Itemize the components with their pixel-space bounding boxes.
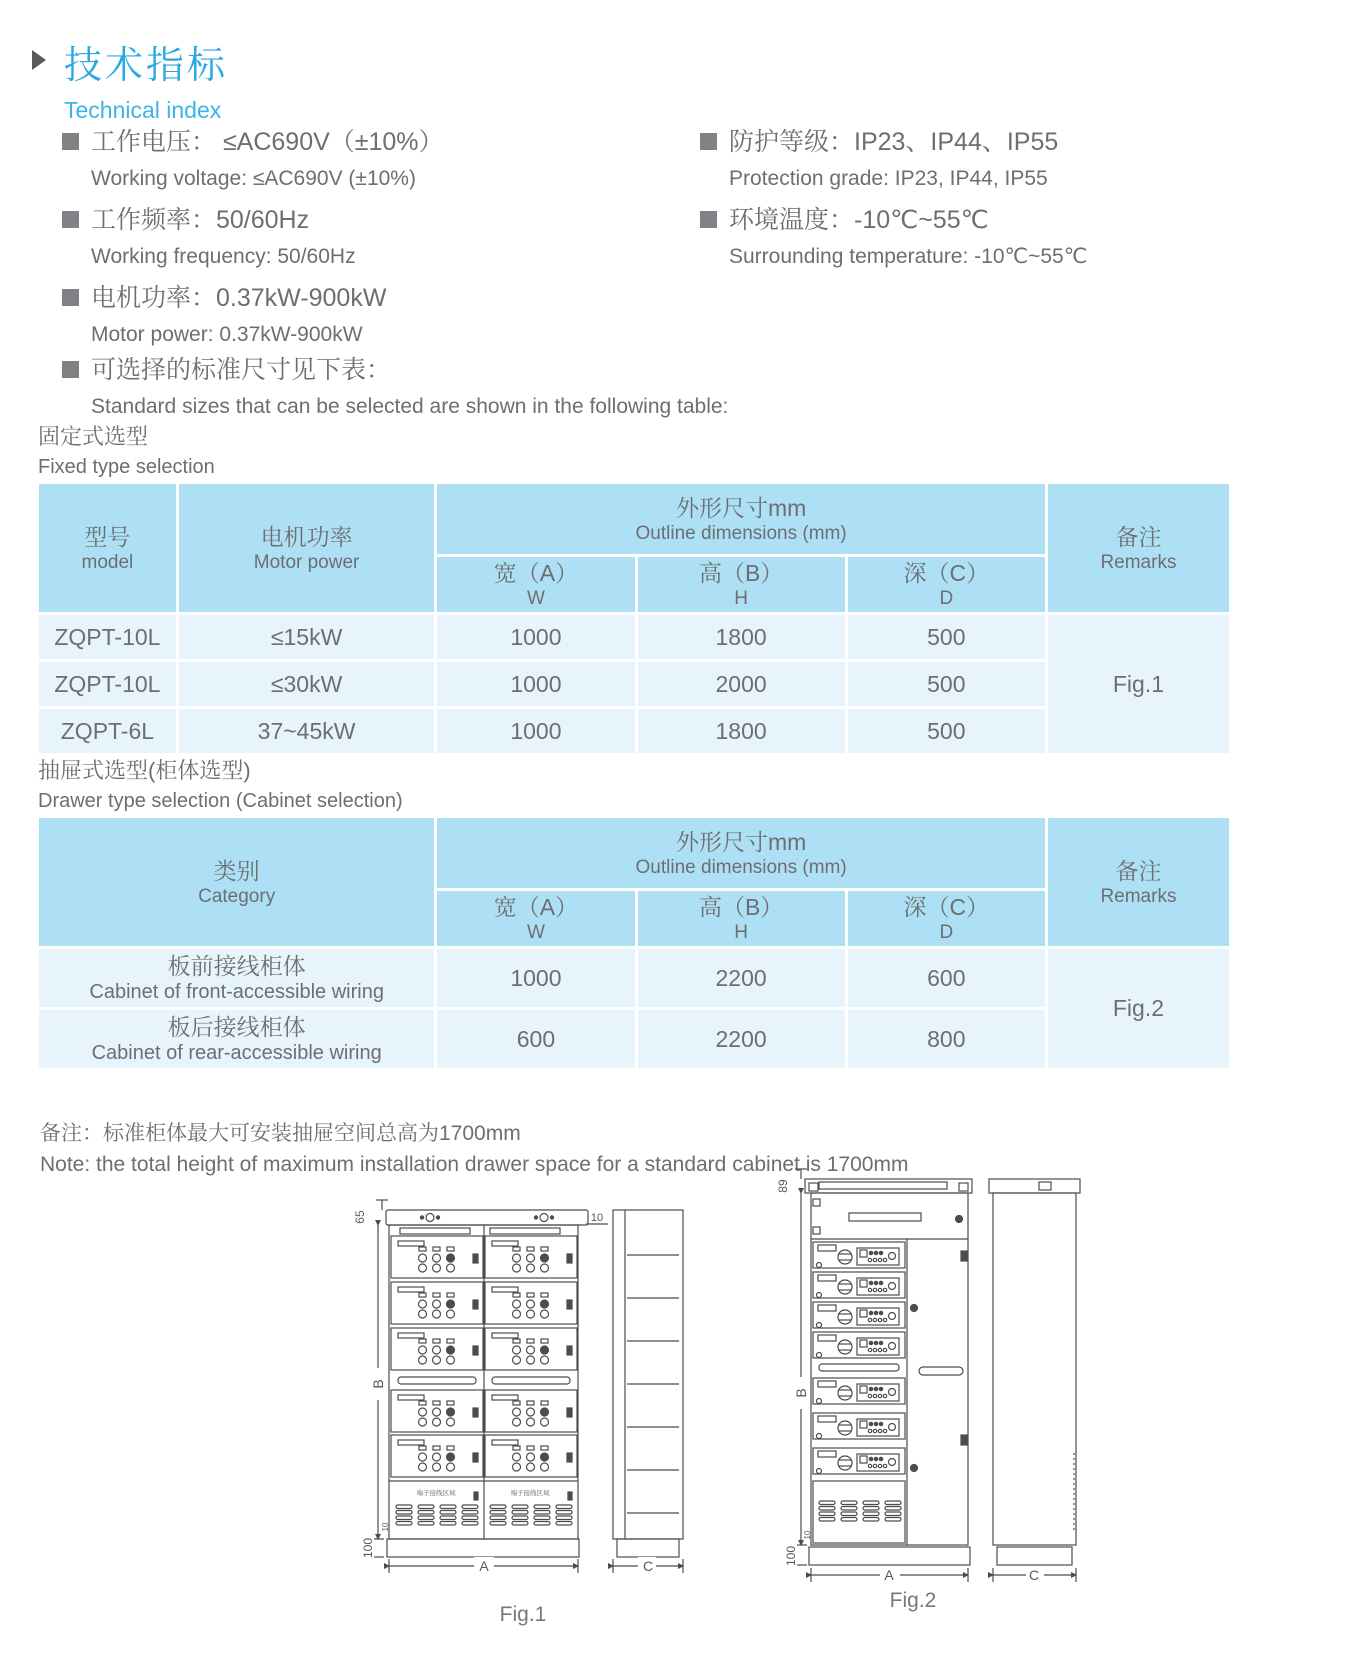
spec-en: Protection grade: IP23, IP44, IP55 <box>729 167 1048 190</box>
table-row <box>39 615 1229 659</box>
cell-width: 600 <box>437 1010 634 1068</box>
page-header <box>30 34 228 124</box>
table-intro-zh: 可选择的标准尺寸见下表： <box>91 356 392 384</box>
col-header-motor-power: 电机功率 Motor power <box>179 484 435 612</box>
table-intro <box>62 356 728 433</box>
fig1-labels <box>353 1210 653 1626</box>
spec-working-voltage <box>62 128 682 191</box>
spec-en: Surrounding temperature: -10℃~55℃ <box>729 245 1088 268</box>
fixed-caption-en: Fixed type selection <box>38 456 215 478</box>
page-title: 技术指标 <box>64 45 229 87</box>
fig1-terminal-label: 端子接线区域 <box>510 1490 550 1497</box>
fixed-caption-zh: 固定式选型 <box>38 424 149 449</box>
specs-left-column <box>62 128 682 362</box>
fig1-drawing <box>338 1193 708 1633</box>
spec-motor-power <box>62 284 682 347</box>
fig2-side-view <box>989 1179 1080 1565</box>
drawer-table-caption <box>38 758 403 813</box>
spec-en: Working frequency: 50/60Hz <box>91 245 356 268</box>
cell-remark: Fig.2 <box>1048 949 1229 1068</box>
fixed-table-caption <box>38 424 215 479</box>
fig2-dim-B: B <box>793 1388 809 1398</box>
fig2-dim-100: 100 <box>784 1545 798 1567</box>
col-header-remarks: 备注 Remarks <box>1048 818 1229 946</box>
cell-height: 1800 <box>638 615 845 659</box>
fig2-dim-10: 10 <box>803 1530 812 1540</box>
specs-right-column <box>700 128 1320 284</box>
col-header-height: 高（B） H <box>638 557 845 612</box>
spec-working-frequency <box>62 206 682 269</box>
col-header-width: 宽（A） W <box>437 891 634 946</box>
col-header-remarks: 备注 Remarks <box>1048 484 1229 612</box>
spec-surrounding-temperature <box>700 206 1320 269</box>
spec-zh: 环境温度：-10℃~55℃ <box>729 206 989 234</box>
cell-depth: 800 <box>848 1010 1045 1068</box>
cell-width: 1000 <box>437 949 634 1007</box>
spec-zh: 工作频率：50/60Hz <box>91 206 310 234</box>
fig1-dim-10-bottom: 10 <box>381 1522 390 1532</box>
bullet-square-icon <box>62 289 79 306</box>
col-header-depth: 深（C） D <box>848 557 1045 612</box>
col-header-category: 类别 Category <box>39 818 434 946</box>
spec-zh: 工作电压： ≤AC690V（±10%） <box>91 128 444 156</box>
fig1-dim-B: B <box>370 1379 386 1389</box>
cell-power: 37~45kW <box>179 709 435 753</box>
fig2-dim-89: 89 <box>776 1179 790 1193</box>
cell-power: ≤30kW <box>179 662 435 706</box>
col-header-width: 宽（A） W <box>437 557 634 612</box>
cell-width: 1000 <box>437 615 634 659</box>
col-header-model: 型号 model <box>39 484 176 612</box>
cell-width: 1000 <box>437 662 634 706</box>
fig1-dim-10-top: 10 <box>590 1212 604 1224</box>
cell-power: ≤15kW <box>179 615 435 659</box>
cell-height: 2200 <box>638 1010 845 1068</box>
cell-model: ZQPT-6L <box>39 709 176 753</box>
drawer-caption-en: Drawer type selection (Cabinet selection) <box>38 790 403 812</box>
page-subtitle: Technical index <box>64 97 222 123</box>
spec-protection-grade <box>700 128 1320 191</box>
note-zh: 备注：标准柜体最大可安装抽屉空间总高为1700mm <box>40 1122 521 1145</box>
col-header-height: 高（B） H <box>638 891 845 946</box>
fig1-terminal-label: 端子接线区域 <box>416 1490 456 1497</box>
fig1-dim-65: 65 <box>353 1210 367 1224</box>
col-header-outline-dimensions: 外形尺寸mm Outline dimensions (mm) <box>437 818 1045 888</box>
cell-depth: 500 <box>848 662 1045 706</box>
cell-depth: 600 <box>848 949 1045 1007</box>
fig1-dimension-lines <box>369 1200 683 1574</box>
fig1-dim-100: 100 <box>361 1537 375 1559</box>
fixed-type-table <box>36 481 1232 756</box>
bullet-square-icon <box>62 361 79 378</box>
cell-remark: Fig.1 <box>1048 615 1229 753</box>
cell-height: 2200 <box>638 949 845 1007</box>
bullet-square-icon <box>62 211 79 228</box>
fig1-dim-A: A <box>479 1558 489 1574</box>
bullet-square-icon <box>700 211 717 228</box>
bullet-square-icon <box>700 133 717 150</box>
fig2-front-view <box>805 1179 972 1565</box>
fig1-front-view <box>386 1210 588 1557</box>
note-en: Note: the total height of maximum installation drawer space for a standard cabinet is 1700mm <box>40 1153 909 1176</box>
fig2-drawing <box>713 1163 1093 1633</box>
fig1-caption: Fig.1 <box>499 1603 547 1626</box>
cell-height: 2000 <box>638 662 845 706</box>
cell-category: 板前接线柜体 Cabinet of front-accessible wiring <box>39 949 434 1007</box>
cell-depth: 500 <box>848 709 1045 753</box>
fig1-dim-C: C <box>642 1558 654 1574</box>
spec-en: Motor power: 0.37kW-900kW <box>91 323 363 346</box>
table-intro-en: Standard sizes that can be selected are shown in the following table: <box>91 395 729 418</box>
cell-width: 1000 <box>437 709 634 753</box>
cell-height: 1800 <box>638 709 845 753</box>
spec-zh: 电机功率：0.37kW-900kW <box>91 284 387 312</box>
fig1-side-view <box>613 1210 683 1557</box>
bullet-square-icon <box>62 133 79 150</box>
fig2-caption: Fig.2 <box>889 1589 937 1612</box>
fig2-dim-A: A <box>884 1567 894 1583</box>
col-header-outline-dimensions: 外形尺寸mm Outline dimensions (mm) <box>437 484 1045 554</box>
spec-en: Working voltage: ≤AC690V (±10%) <box>91 167 416 190</box>
fig2-dim-C: C <box>1028 1567 1040 1583</box>
table-row <box>39 949 1229 1007</box>
col-header-depth: 深（C） D <box>848 891 1045 946</box>
drawer-type-table <box>36 815 1232 1071</box>
section-arrow-icon <box>32 50 46 70</box>
spec-zh: 防护等级：IP23、IP44、IP55 <box>729 128 1059 156</box>
cell-model: ZQPT-10L <box>39 662 176 706</box>
drawer-caption-zh: 抽屉式选型(柜体选型) <box>38 758 251 783</box>
cell-model: ZQPT-10L <box>39 615 176 659</box>
cell-depth: 500 <box>848 615 1045 659</box>
cell-category: 板后接线柜体 Cabinet of rear-accessible wiring <box>39 1010 434 1068</box>
